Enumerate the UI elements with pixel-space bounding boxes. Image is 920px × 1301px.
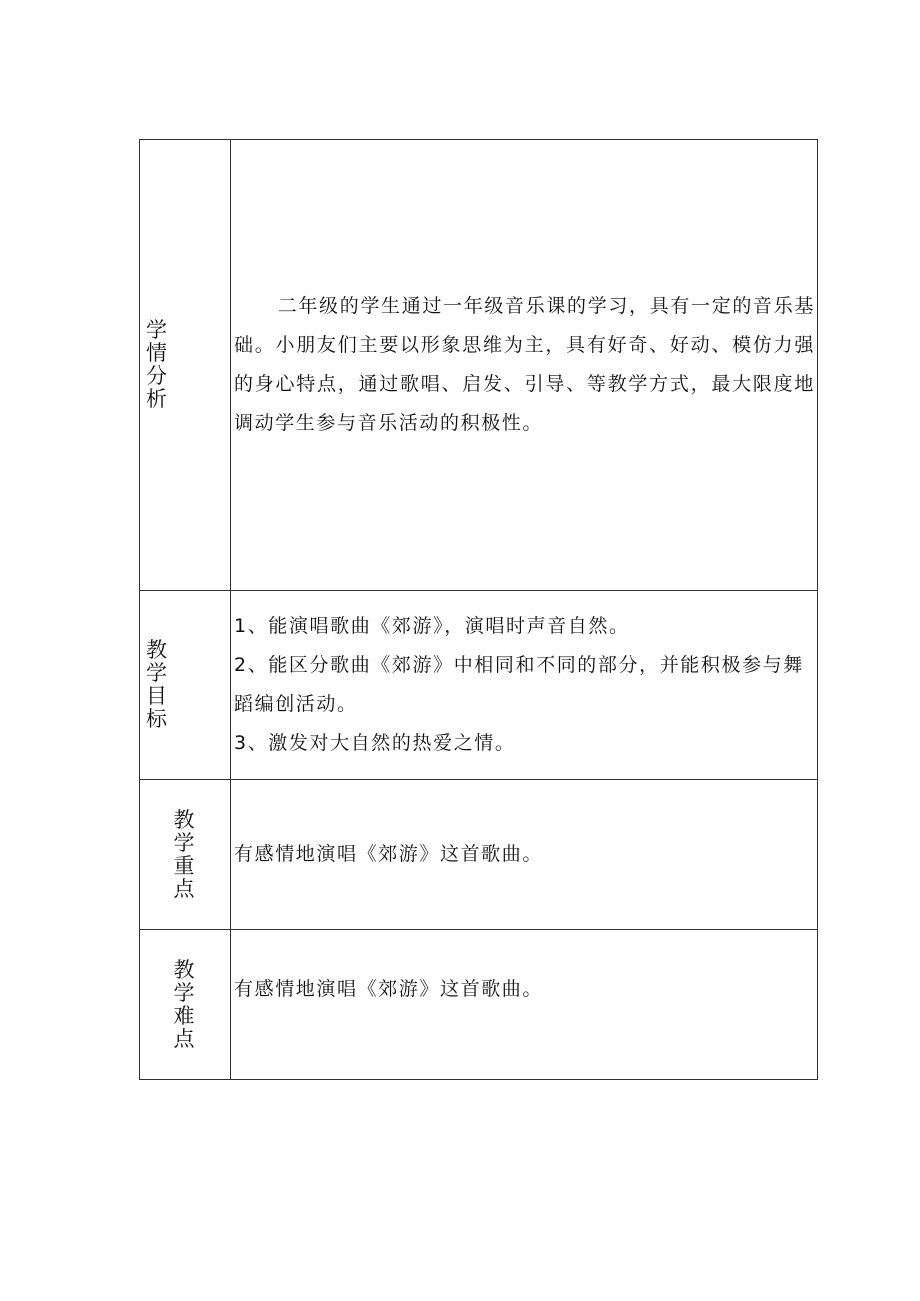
label-cell-teaching-goals [140,591,231,780]
key-points-text: 有感情地演唱《郊游》这首歌曲。 [234,843,544,865]
label-teaching-goals: 教学目标 [146,638,167,731]
label-cell-student-analysis [140,140,231,591]
row-difficult-points [140,930,818,1080]
label-cell-key-points [140,780,231,930]
student-analysis-paragraph: 二年级的学生通过一年级音乐课的学习，具有一定的音乐基础。小朋友们主要以形象思维为主，具有好奇、好动、模仿力强的身心特点，通过歌唱、启发、引导、等教学方式，最大限度地调动学生参与音乐活动的积极性。 [234,295,815,434]
content-cell-teaching-goals [231,591,818,780]
row-teaching-goals [140,591,818,780]
content-cell-difficult-points [231,930,818,1080]
row-key-points [140,780,818,930]
label-cell-difficult-points [140,930,231,1080]
goal-item-3: 3、激发对大自然的热爱之情。 [234,732,516,754]
content-cell-student-analysis [231,140,818,591]
goal-item-2: 2、能区分歌曲《郊游》中相同和不同的部分，并能积极参与舞蹈编创活动。 [234,654,804,715]
label-difficult-points: 教学难点 [173,957,195,1051]
goal-item-1: 1、能演唱歌曲《郊游》，演唱时声音自然。 [234,615,630,637]
lesson-plan-table [139,139,818,1080]
content-cell-key-points [231,780,818,930]
row-student-analysis [140,140,818,591]
difficult-points-text: 有感情地演唱《郊游》这首歌曲。 [234,978,544,1000]
label-key-points: 教学重点 [173,807,195,901]
label-student-analysis: 学情分析 [146,318,167,411]
